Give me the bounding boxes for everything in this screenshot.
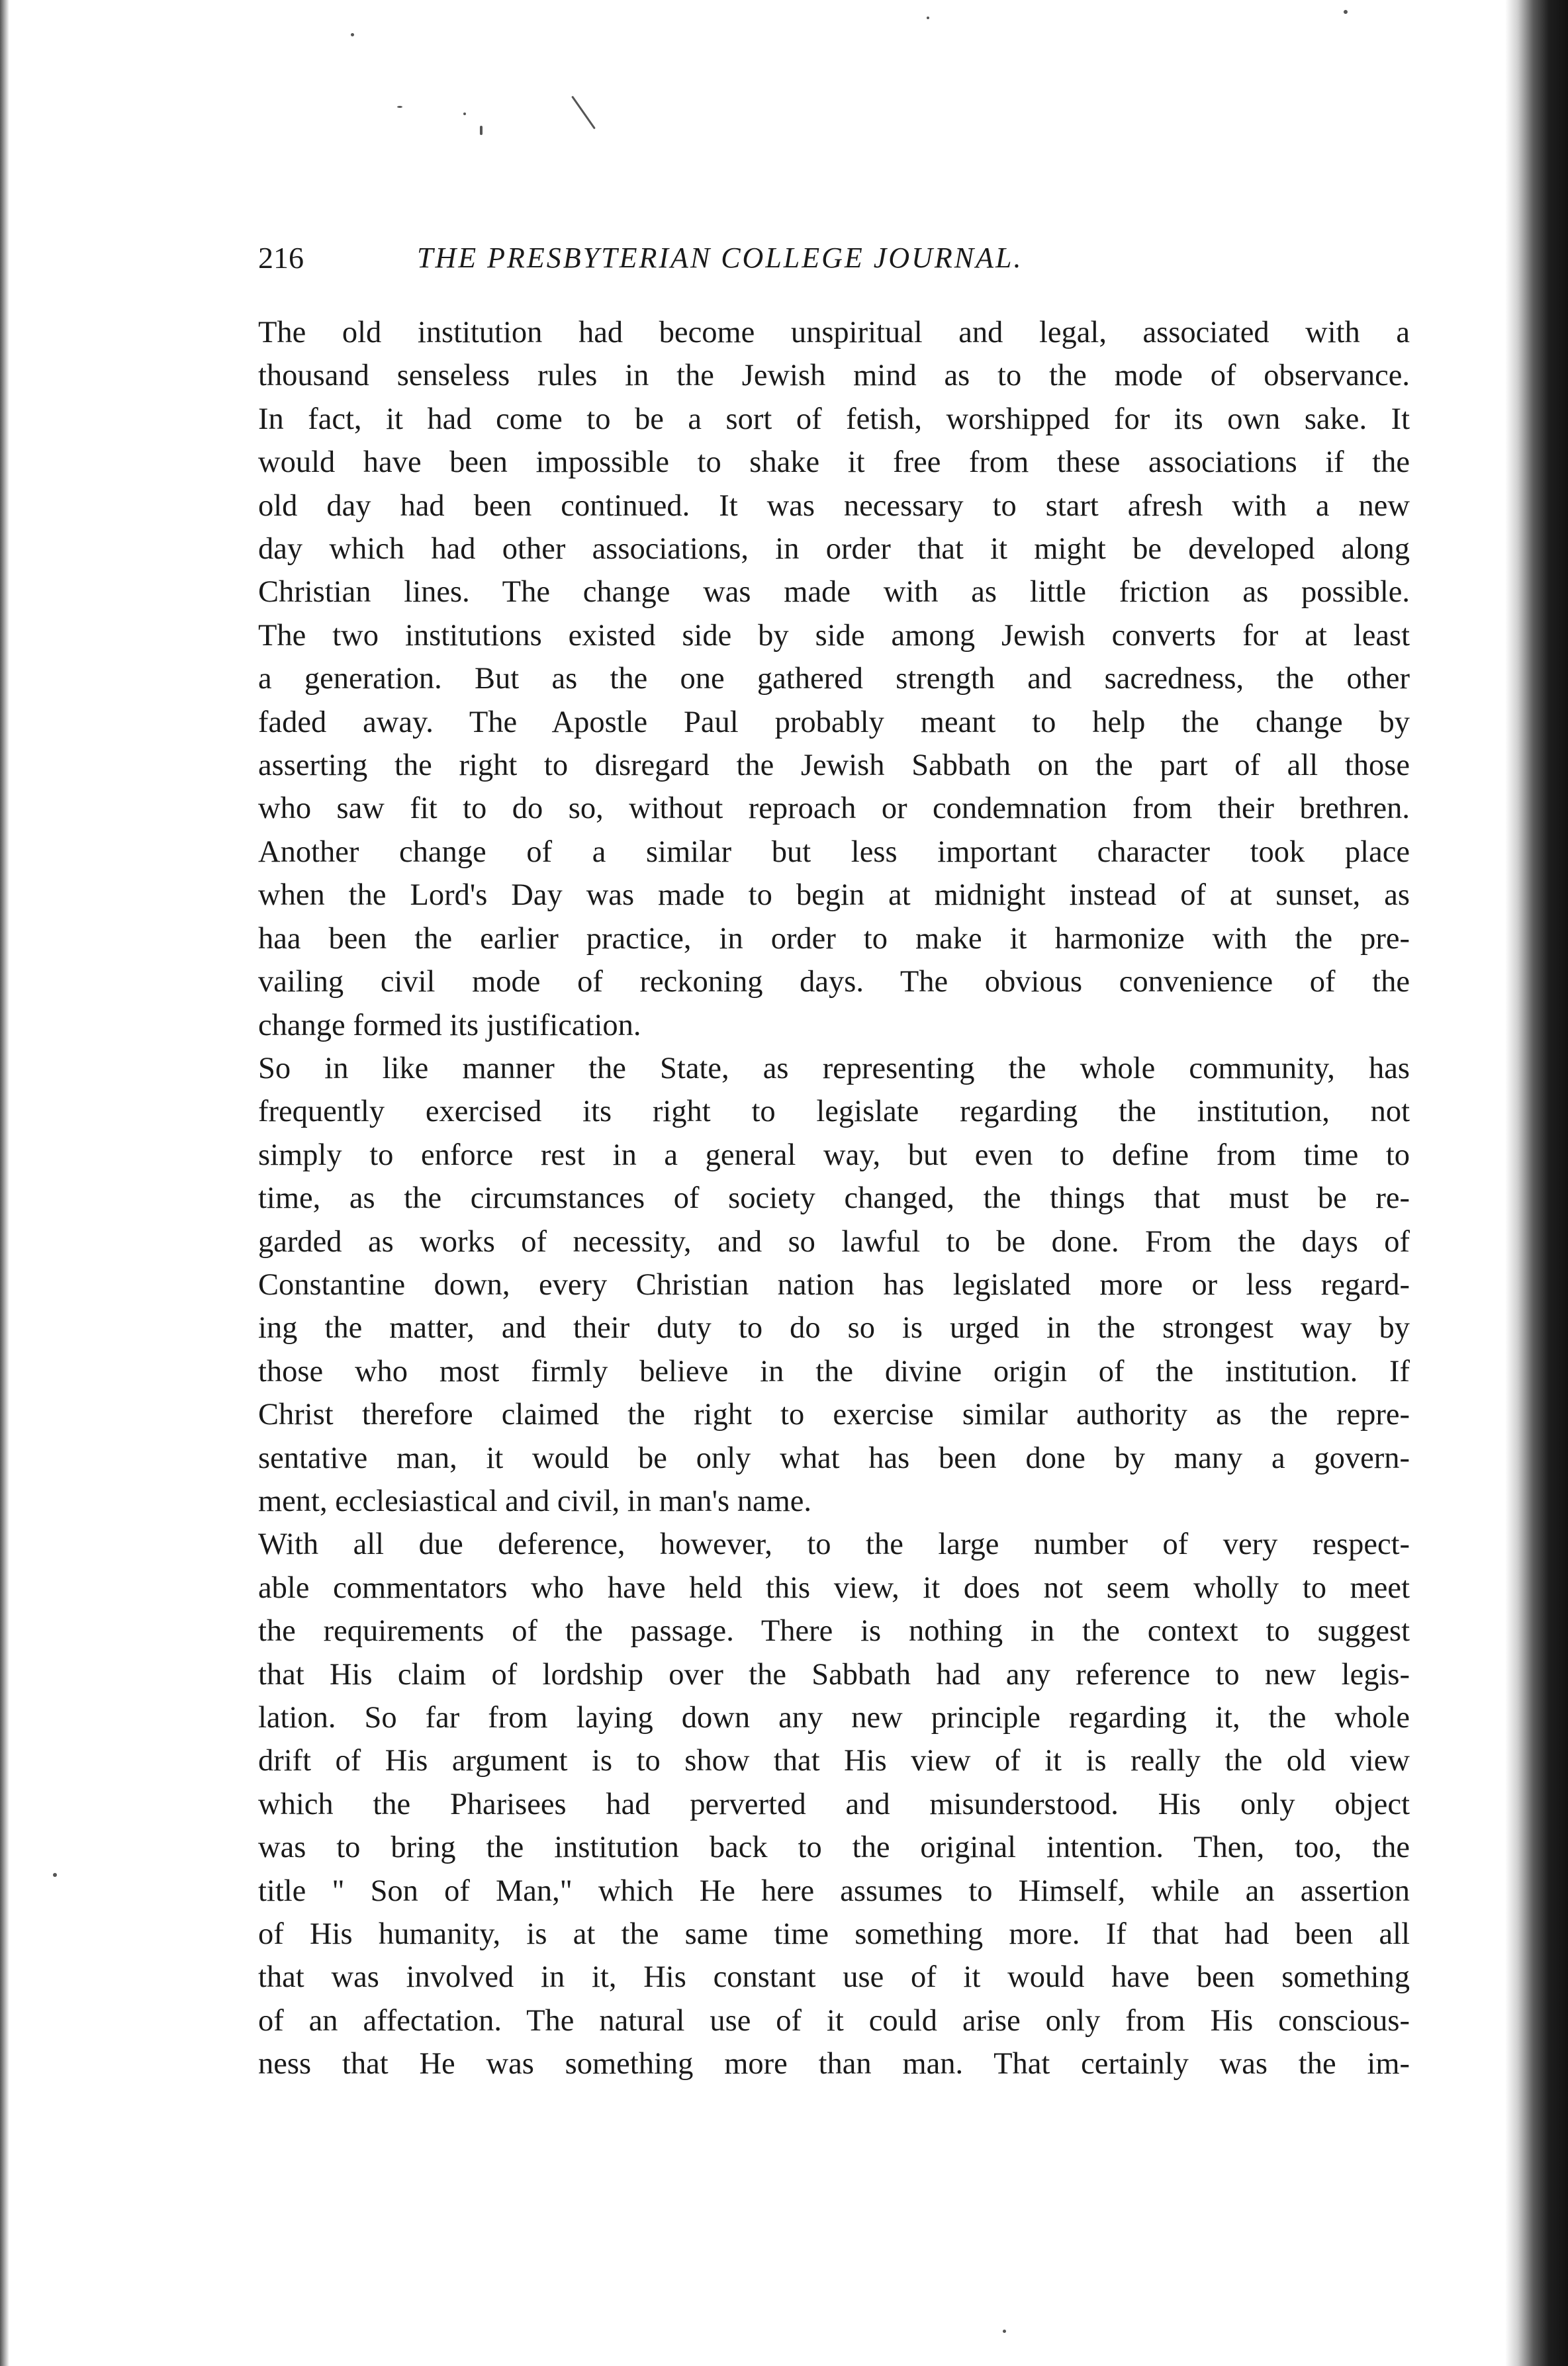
text-line: frequently exercised its right to legislate regarding the institution, not — [258, 1095, 1410, 1129]
text-line: Christian lines. The change was made with as little friction as possible. — [258, 575, 1410, 610]
text-line: who saw fit to do so, without reproach or condemnation from their brethren. — [258, 792, 1410, 826]
scan-binding-shadow — [1505, 0, 1568, 2366]
text-line: Christ therefore claimed the right to exercise similar authority as the repre- — [258, 1398, 1410, 1432]
text-line: a generation. But as the one gathered strength and sacredness, the other — [258, 662, 1410, 696]
text-line: was to bring the institution back to the original intention. Then, too, the — [258, 1831, 1410, 1865]
text-line: simply to enforce rest in a general way, but even to define from time to — [258, 1138, 1410, 1172]
text-line: garded as works of necessity, and so lawful to be done. From the days of — [258, 1224, 1410, 1259]
text-line: title " Son of Man," which He here assumes to Himself, while an assertion — [258, 1874, 1410, 1908]
text-line: So in like manner the State, as representing the whole community, has — [258, 1051, 1410, 1085]
text-line: lation. So far from laying down any new principle regarding it, the whole — [258, 1701, 1410, 1735]
paragraph — [258, 1523, 1410, 2085]
text-line: drift of His argument is to show that His view of it is really the old view — [258, 1744, 1410, 1778]
text-line: of an affectation. The natural use of it could arise only from His conscious- — [258, 2003, 1410, 2038]
text-line: With all due deference, however, to the large number of very respect- — [258, 1527, 1410, 1562]
text-line: ness that He was something more than man. That certainly was the im- — [258, 2047, 1410, 2081]
text-line: which the Pharisees had perverted and misunderstood. His only object — [258, 1787, 1410, 1821]
text-line: In fact, it had come to be a sort of fetish, worshipped for its own sake. It — [258, 402, 1410, 436]
text-line: vailing civil mode of reckoning days. The obvious convenience of the — [258, 965, 1410, 999]
text-line: the requirements of the passage. There is nothing in the context to suggest — [258, 1614, 1410, 1649]
text-line: Another change of a similar but less important character took place — [258, 835, 1410, 869]
text-line: ment, ecclesiastical and civil, in man's name. — [258, 1484, 812, 1518]
text-line: able commentators who have held this view, it does not seem wholly to meet — [258, 1570, 1410, 1605]
text-line: asserting the right to disregard the Jewish Sabbath on the part of all those — [258, 749, 1410, 783]
text-line: old day had been continued. It was necessary to start afresh with a new — [258, 488, 1410, 523]
text-line: those who most firmly believe in the divine origin of the institution. If — [258, 1354, 1410, 1388]
text-line: faded away. The Apostle Paul probably meant to help the change by — [258, 705, 1410, 739]
text-line: that His claim of lordship over the Sabbath had any reference to new legis- — [258, 1657, 1410, 1692]
paragraph — [258, 1047, 1410, 1523]
text-line: Constantine down, every Christian nation has legislated more or less regard- — [258, 1267, 1410, 1302]
text-line: The old institution had become unspiritual and legal, associated with a — [258, 316, 1410, 349]
running-title: THE PRESBYTERIAN COLLEGE JOURNAL. — [417, 242, 1023, 274]
paragraph — [258, 311, 1410, 831]
paragraph — [258, 831, 1410, 1047]
text-line: that was involved in it, His constant use of it would have been something — [258, 1960, 1410, 1995]
text-line: The two institutions existed side by side among Jewish converts for at least — [258, 618, 1410, 653]
text-line: of His humanity, is at the same time something more. If that had been all — [258, 1917, 1410, 1952]
text-line: day which had other associations, in order that it might be developed along — [258, 532, 1410, 567]
text-line: sentative man, it would be only what has been done by many a govern- — [258, 1441, 1410, 1475]
text-line: haa been the earlier practice, in order to make it harmonize with the pre- — [258, 921, 1410, 956]
text-line: when the Lord's Day was made to begin at midnight instead of at sunset, as — [258, 878, 1410, 913]
body-text — [258, 311, 1410, 2086]
scan-left-edge — [0, 0, 9, 2366]
text-line: thousand senseless rules in the Jewish mind as to the mode of observance. — [258, 359, 1410, 393]
text-line: ing the matter, and their duty to do so is urged in the strongest way by — [258, 1311, 1410, 1345]
text-line: time, as the circumstances of society changed, the things that must be re- — [258, 1181, 1410, 1216]
running-header — [258, 232, 1383, 285]
page-number: 216 — [258, 241, 304, 275]
text-line: change formed its justification. — [258, 1008, 641, 1042]
text-line: would have been impossible to shake it free from these associations if the — [258, 445, 1410, 480]
